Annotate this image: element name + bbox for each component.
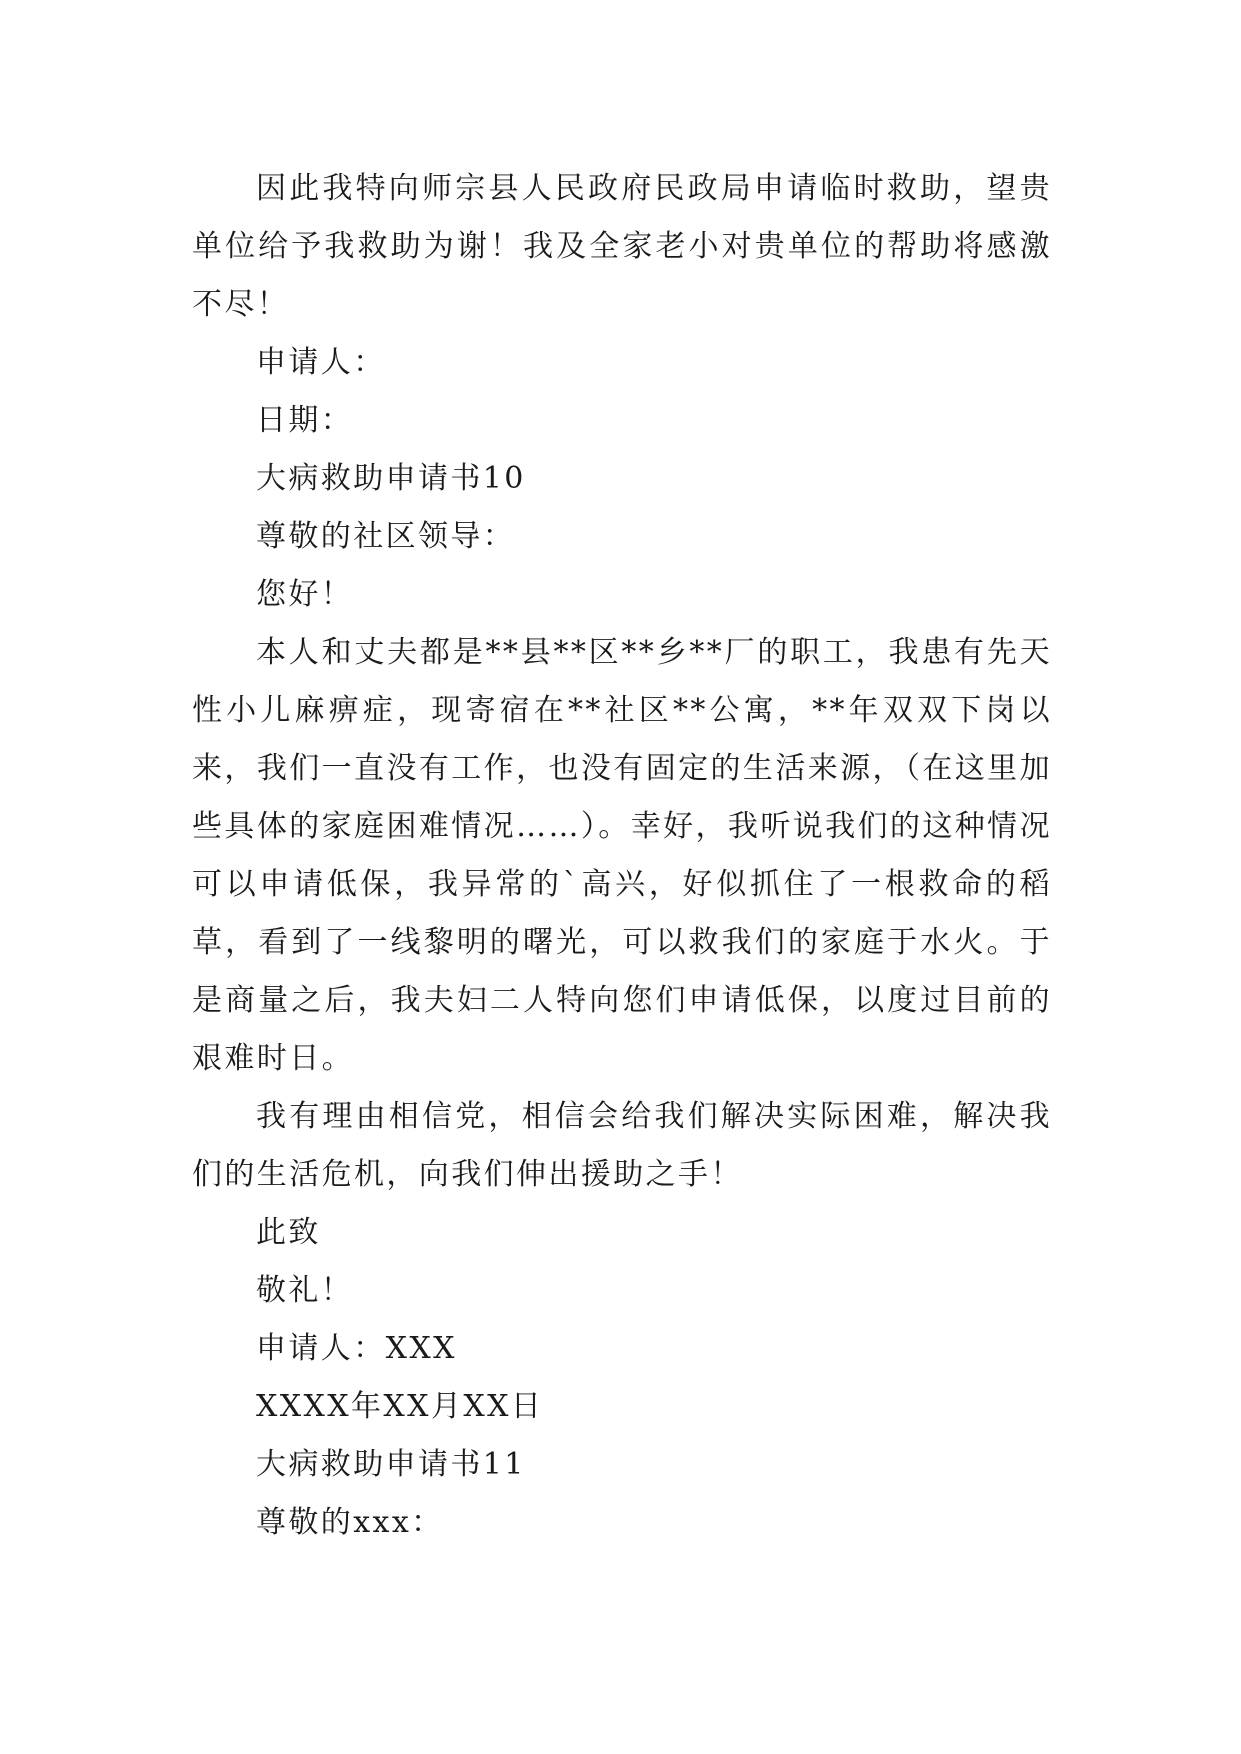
document-body xyxy=(192,160,1052,1552)
section-title-10: 大病救助申请书10 xyxy=(256,461,526,496)
greeting: 您好！ xyxy=(256,577,354,612)
paragraph-request-closing: 因此我特向师宗县人民政府民政局申请临时救助，望贵单位给予我救助为谢！我及全家老小对贵单位的帮助将感激不尽！ xyxy=(192,171,1052,322)
salutation-xxx: 尊敬的xxx： xyxy=(256,1505,444,1540)
signature-date: XXXX年XX月XX日 xyxy=(256,1389,544,1424)
closing-jingli: 敬礼！ xyxy=(256,1273,354,1308)
paragraph-situation: 本人和丈夫都是**县**区**乡**厂的职工，我患有先天性小儿麻痹症，现寄宿在**社区**公寓，**年双双下岗以来，我们一直没有工作，也没有固定的生活来源，（在这里加些具体的家庭困难情况……）。幸好，我听说我们的这种情况可以申请低保，我异常的`高兴，好似抓住了一根救命的稻草，看到了一线黎明的曙光，可以救我们的家庭于水火。于是商量之后，我夫妇二人特向您们申请低保，以度过目前的艰难时日。 xyxy=(192,635,1052,1076)
salutation-community: 尊敬的社区领导： xyxy=(256,519,516,554)
applicant-label: 申请人： xyxy=(256,345,386,380)
closing-cizhi: 此致 xyxy=(256,1215,321,1250)
applicant-signature: 申请人：XXX xyxy=(256,1331,457,1366)
date-label: 日期： xyxy=(256,403,354,438)
paragraph-trust: 我有理由相信党，相信会给我们解决实际困难，解决我们的生活危机，向我们伸出援助之手！ xyxy=(192,1099,1052,1192)
section-title-11: 大病救助申请书11 xyxy=(256,1447,526,1482)
